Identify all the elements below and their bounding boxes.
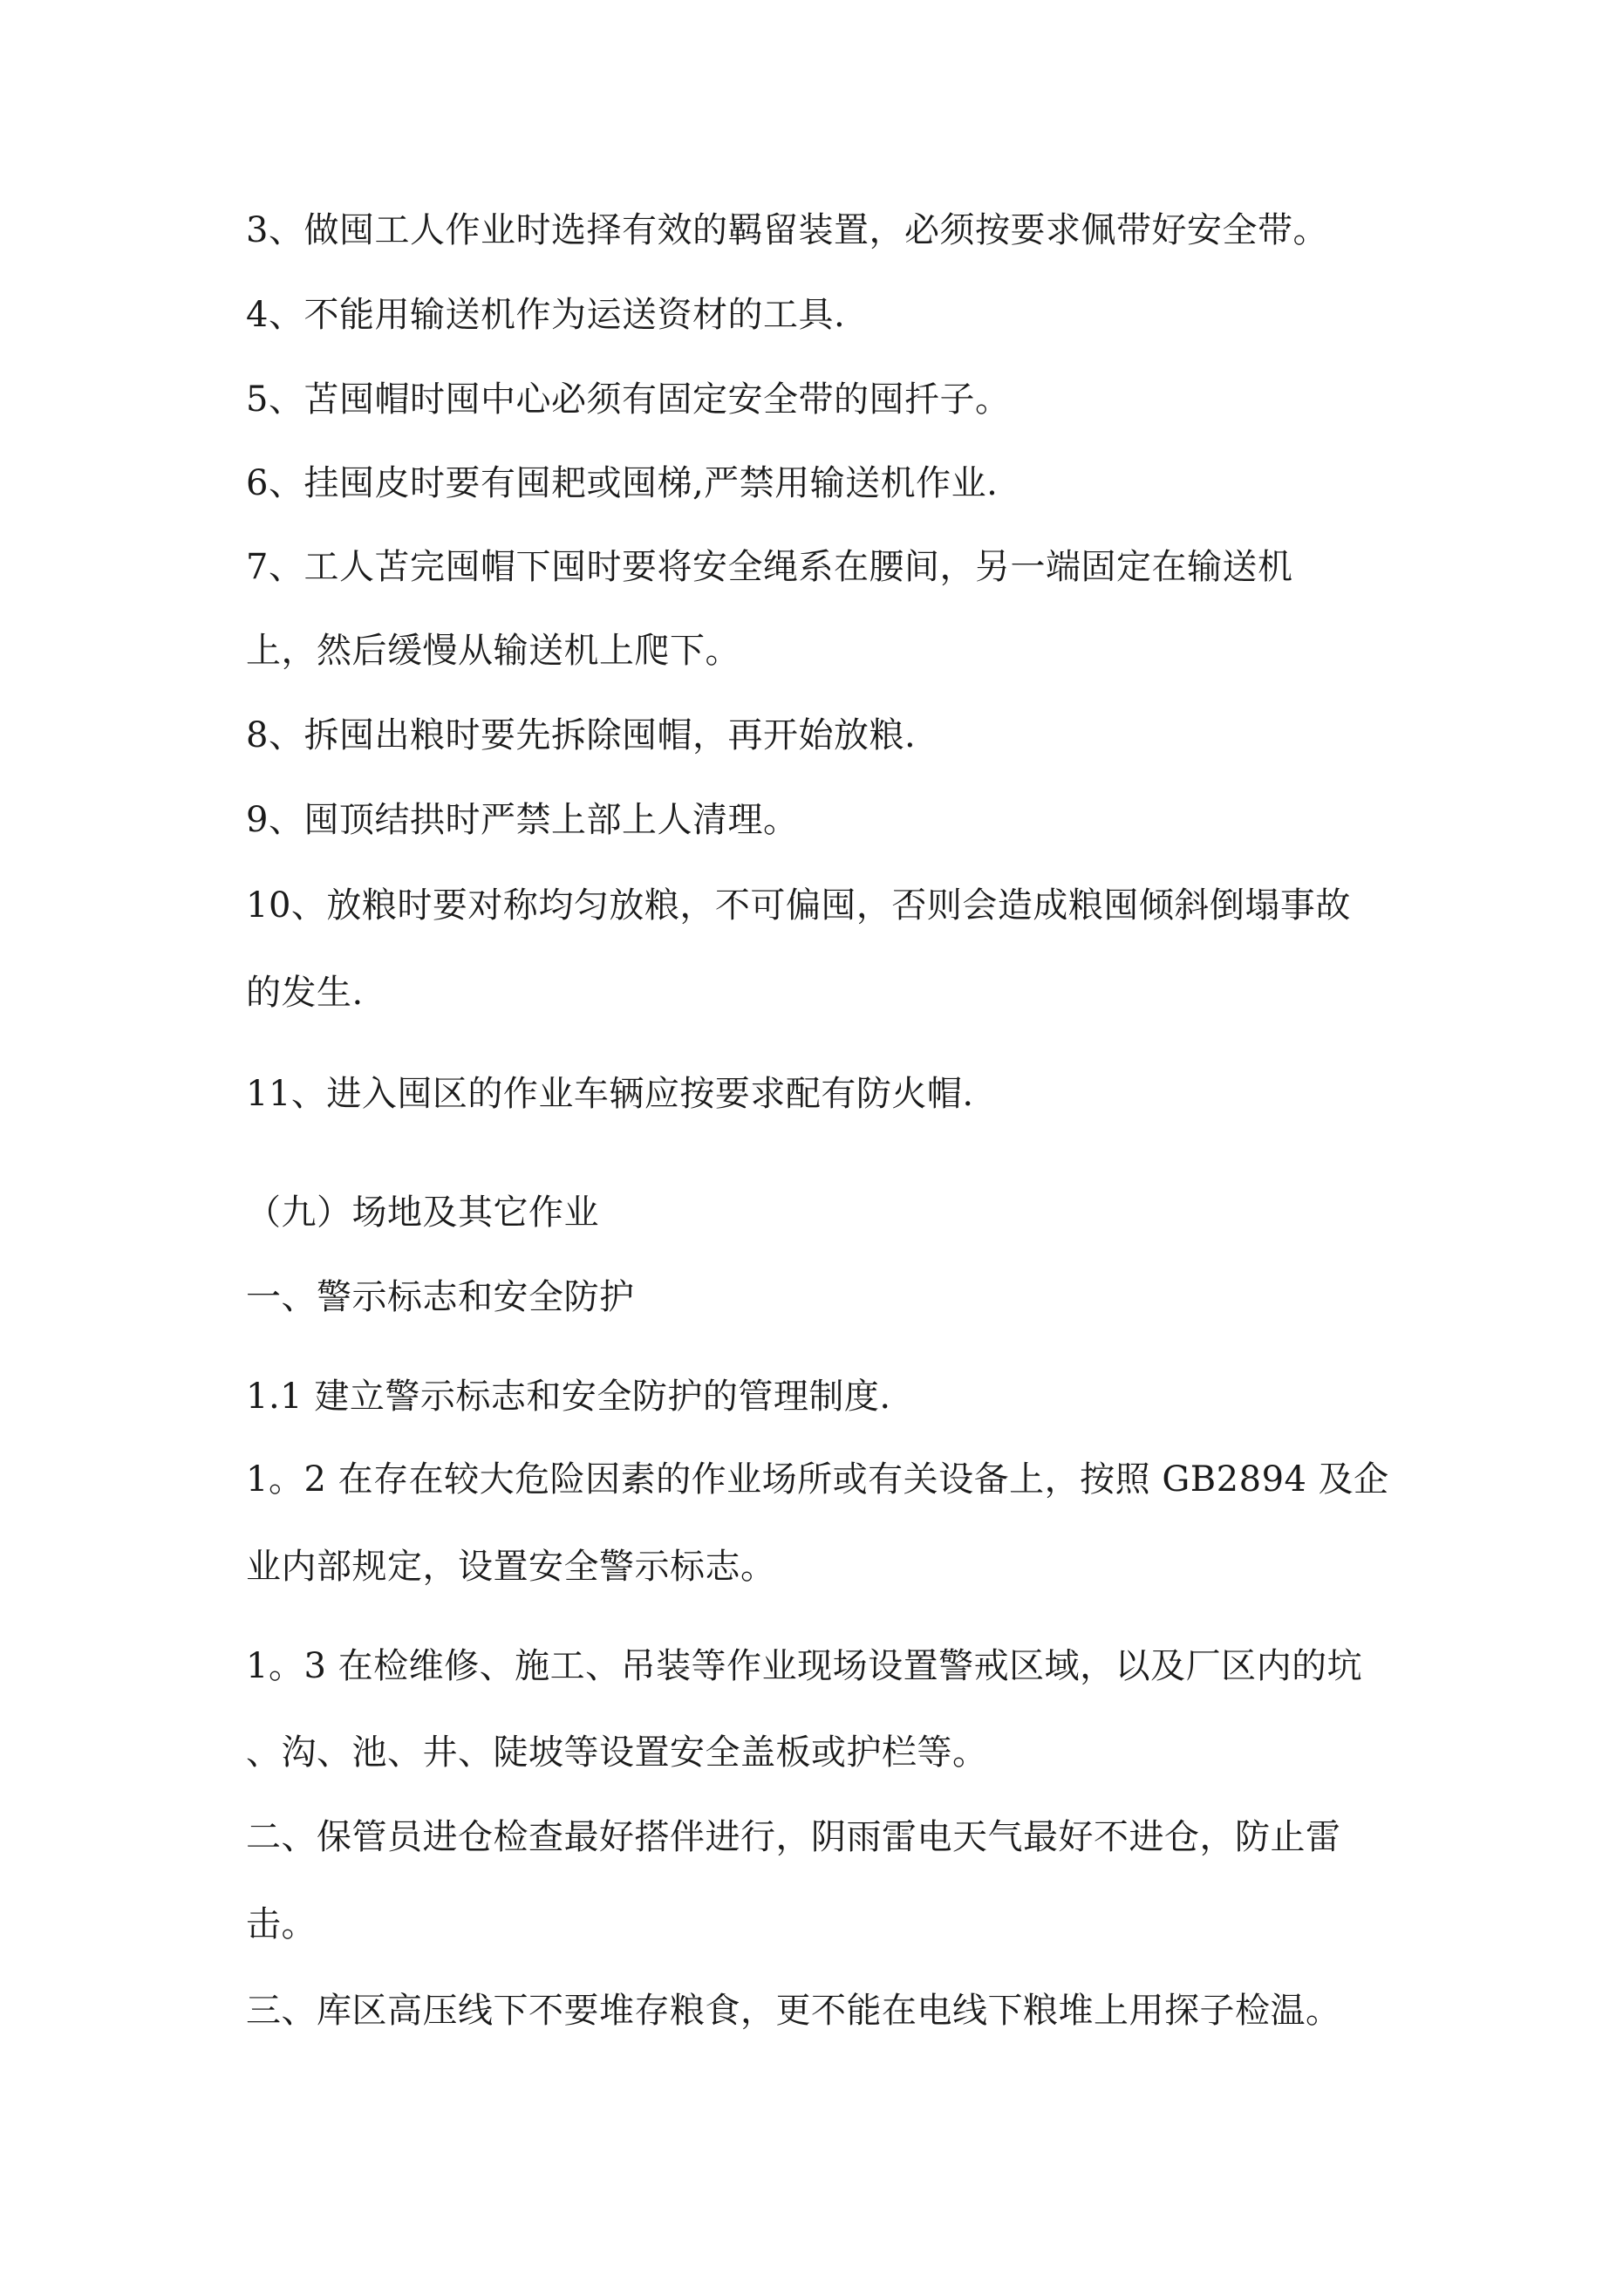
text-line-item-10: 10、放粮时要对称均匀放粮，不可偏囤，否则会造成粮囤倾斜倒塌事故	[246, 885, 1351, 926]
text-line-item-7-cont: 上，然后缓慢从输送机上爬下。	[246, 631, 740, 671]
text-line-two-cont: 击。	[246, 1904, 317, 1944]
section-heading-nine: （九）场地及其它作业	[246, 1192, 599, 1233]
text-line-item-10-cont: 的发生.	[246, 973, 364, 1013]
text-line-item-4: 4、不能用输送机作为运送资材的工具.	[246, 295, 846, 335]
text-line-three: 三、库区高压线下不要堆存粮食，更不能在电线下粮堆上用探子检温。	[246, 1991, 1341, 2031]
text-line-item-5: 5、苫囤帽时囤中心必须有固定安全带的囤扦子。	[246, 379, 1011, 420]
text-line-1-3: 1。3 在检维修、施工、吊装等作业现场设置警戒区域，以及厂区内的坑	[246, 1646, 1363, 1686]
text-line-item-3: 3、做囤工人作业时选择有效的羁留装置，必须按要求佩带好安全带。	[246, 210, 1328, 250]
text-line-1-2-cont: 业内部规定，设置安全警示标志。	[246, 1547, 776, 1587]
text-line-item-9: 9、囤顶结拱时严禁上部上人清理。	[246, 800, 799, 840]
text-line-item-11: 11、进入囤区的作业车辆应按要求配有防火帽.	[246, 1074, 974, 1114]
text-line-1-3-cont: 、沟、池、井、陡坡等设置安全盖板或护栏等。	[246, 1732, 988, 1773]
text-line-item-8: 8、拆囤出粮时要先拆除囤帽，再开始放粮.	[246, 715, 917, 755]
text-line-1-2: 1。2 在存在较大危险因素的作业场所或有关设备上，按照 GB2894 及企	[246, 1459, 1389, 1500]
text-line-1-1: 1.1 建立警示标志和安全防护的管理制度.	[246, 1377, 891, 1417]
text-line-item-7: 7、工人苫完囤帽下囤时要将安全绳系在腰间，另一端固定在输送机	[246, 547, 1293, 587]
text-line-two: 二、保管员进仓检查最好搭伴进行，阴雨雷电天气最好不进仓，防止雷	[246, 1817, 1341, 1857]
text-line-item-6: 6、挂囤皮时要有囤耙或囤梯,严禁用输送机作业.	[246, 463, 999, 503]
subheading-one: 一、警示标志和安全防护	[246, 1277, 635, 1317]
